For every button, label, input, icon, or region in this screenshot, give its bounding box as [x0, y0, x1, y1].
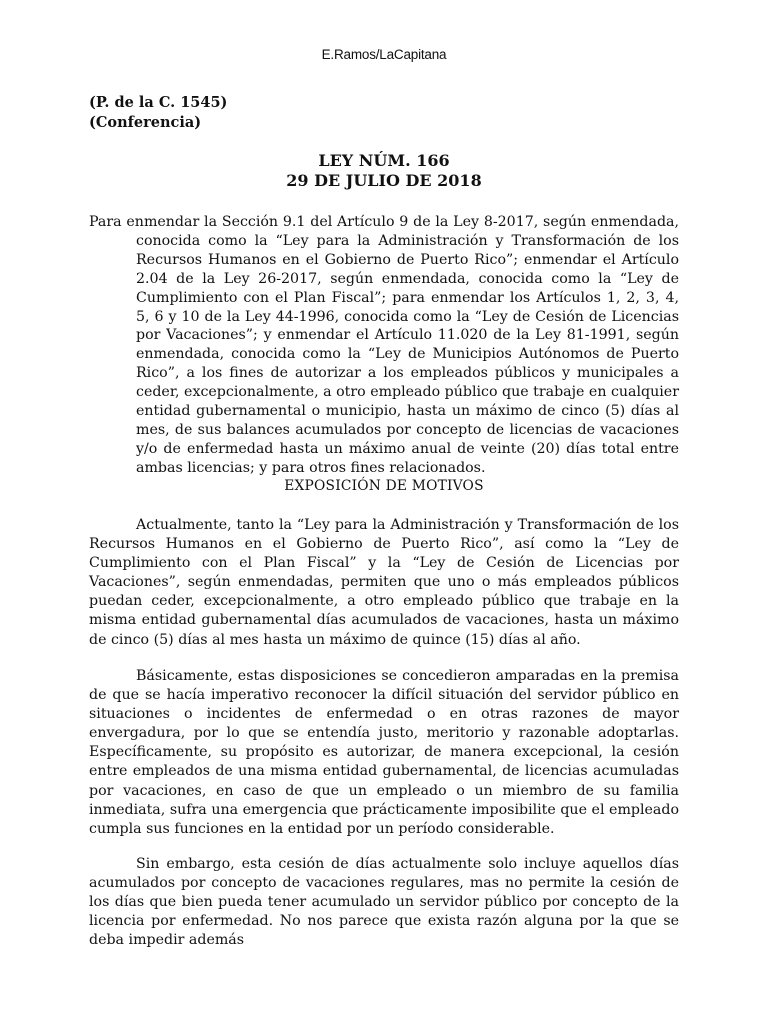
bill-number: (P. de la C. 1545): [89, 94, 228, 111]
paragraph-3: Sin embargo, esta cesión de días actualmente solo incluye aquellos días acumulados por concepto de vacaciones regulares, mas no permite la cesión de los días que bien pueda tener acumulado un servidor público por concepto de la licencia por enfermedad. No nos parece que exista razón alguna por la que se deba impedir además: [89, 856, 679, 949]
bill-reference: [89, 93, 227, 133]
law-number: LEY NÚM. 166: [318, 151, 450, 170]
law-date: 29 DE JULIO DE 2018: [286, 171, 482, 190]
paragraph-2: Básicamente, estas disposiciones se concedieron amparadas en la premisa de que se hacía imperativo reconocer la difícil situación del servidor público en situaciones o incidentes de enfermedad o en otras razones de mayor envergadura, por lo que se entendía justo, meritorio y razonable adoptarlas. Específicamente, su propósito es autorizar, de manera excepcional, la cesión entre empleados de una misma entidad gubernamental, de licencias acumuladas por vacaciones, en caso de que un empleado o un miembro de su familia inmediata, sufra una emergencia que prácticamente imposibilite que el empleado cumpla sus funciones en la entidad por un período considerable.: [89, 668, 679, 837]
page-header-author: E.Ramos/LaCapitana: [321, 47, 447, 62]
law-summary: Para enmendar la Sección 9.1 del Artículo 9 de la Ley 8-2017, según enmendada, conocida como la “Ley para la Administración y Transformación de los Recursos Humanos en el Gobierno de Puerto Rico”; enmendar el Artículo 2.04 de la Ley 26-2017, según enmendada, conocida como la “Ley de Cumplimiento con el Plan Fiscal”; para enmendar los Artículos 1, 2, 3, 4, 5, 6 y 10 de la Ley 44-1996, conocida como la “Ley de Cesión de Licencias por Vacaciones”; y enmendar el Artículo 11.020 de la Ley 81-1991, según enmendada, conocida como la “Ley de Municipios Autónomos de Puerto Rico”, a los fines de autorizar a los empleados públicos y municipales a ceder, excepcionalmente, a otro empleado público que trabaje en cualquier entidad gubernamental o municipio, hasta un máximo de cinco (5) días al mes, de sus balances acumulados por concepto de licencias de vacaciones y/o de enfermedad hasta un máximo anual de veinte (20) días total entre ambas licencias; y para otros fines relacionados.: [89, 214, 679, 476]
bill-stage: (Conferencia): [89, 114, 202, 131]
section-heading: EXPOSICIÓN DE MOTIVOS: [284, 478, 484, 494]
law-title: [0, 151, 768, 191]
paragraph-1: Actualmente, tanto la “Ley para la Administración y Transformación de los Recursos Humanos en el Gobierno de Puerto Rico”, así como la “Ley de Cumplimiento con el Plan Fiscal” y la “Ley de Cesión de Licencias por Vacaciones”, según enmendadas, permiten que uno o más empleados públicos puedan ceder, excepcionalmente, a otro empleado público que trabaje en la misma entidad gubernamental días acumulados de vacaciones, hasta un máximo de cinco (5) días al mes hasta un máximo de quince (15) días al año.: [89, 517, 679, 648]
